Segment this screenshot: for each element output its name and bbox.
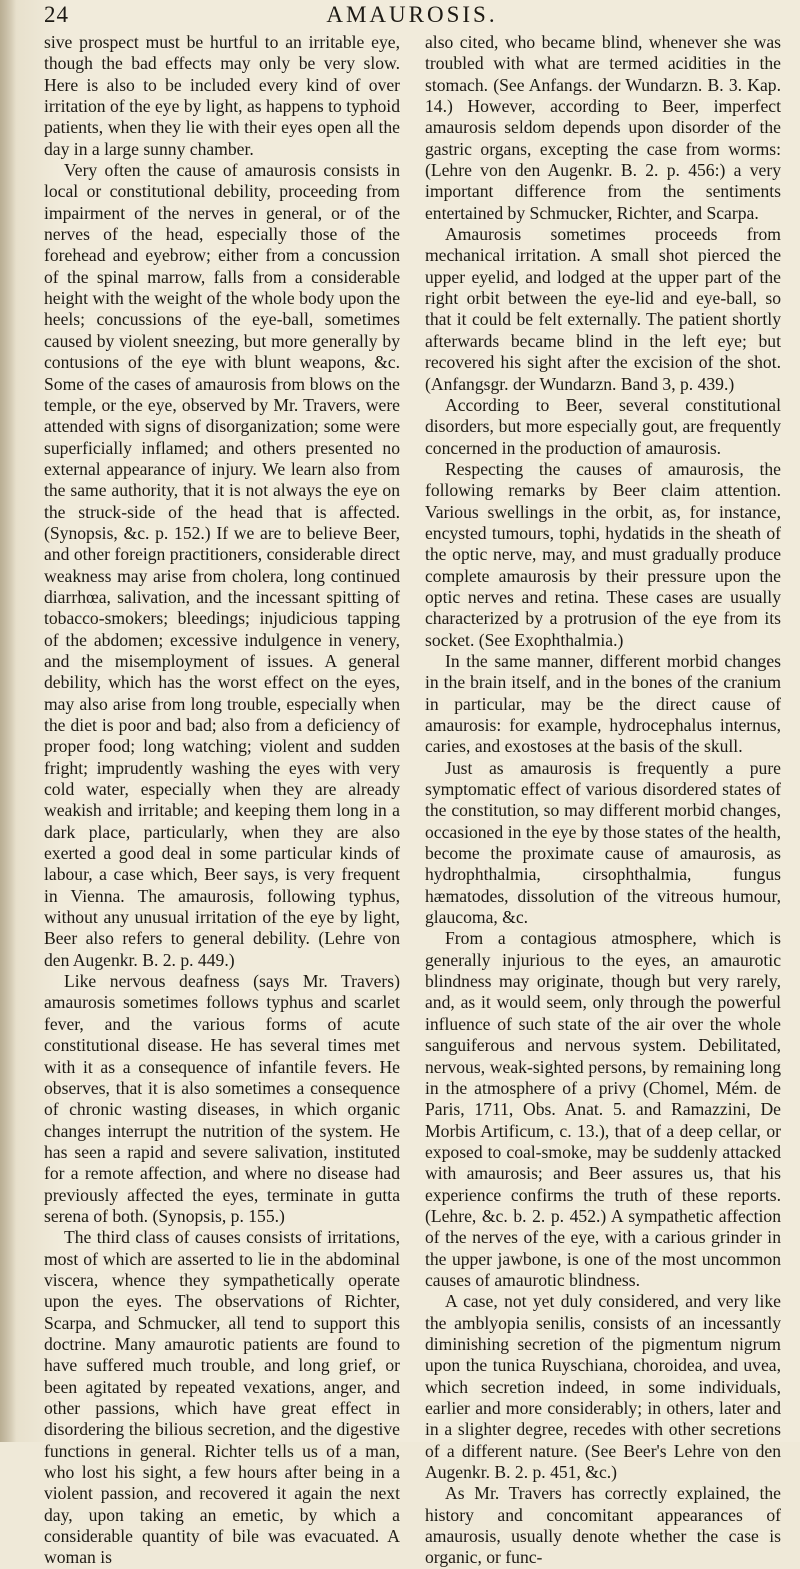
paragraph: Very often the cause of amaurosis consists in local or constitutional debility, proceeding from impairment of the nerves in general, or of the nerves of the head, especially those of the forehead and eyebrow; either from a concussion of the spinal marrow, falls from a considerable height with the weight of the whole body upon the heels; concussions of the eye-ball, sometimes caused by violent sneezing, but more generally by contusions of the eye with blunt weapons, &c. Some of the cases of amaurosis from blows on the temple, or the eye, observed by Mr. Travers, were attended with signs of disorganization; some were superficially inflamed; and others presented no external appearance of injury. We learn also from the same authority, that it is not always the eye on the struck-side of the head that is affected. (Synopsis, &c. p. 152.) If we are to believe Beer, and other foreign practitioners, considerable direct weakness may arise from cholera, long continued diarrhœa, salivation, and the incessant spitting of tobacco-smokers; bleedings; injudicious tapping of the abdomen; excessive indulgence in venery, and the misemployment of issues. A general debility, which has the worst effect on the eyes, may also arise from long trouble, especially when the diet is poor and bad; also from a deficiency of proper food; long watching; violent and sudden fright; imprudently washing the eyes with very cold water, especially when they are already weakish and irritable; and keeping them long in a dark place, particularly, when they are also exerted a good deal in some particular kinds of labour, a case which, Beer says, is very frequent in Vienna. The amaurosis, following typhus, without any unusual irritation of the eye by light, Beer also refers to general debility. (Lehre von den Augenkr. B. 2. p. 449.) — [44, 160, 400, 970]
paragraph: A case, not yet duly considered, and very like the amblyopia senilis, consists of an incessantly diminishing secretion of the pigmentum nigrum upon the tunica Ruyschiana, choroidea, and uvea, which secretion indeed, in some individuals, earlier and more considerably; in others, later and in a slighter degree, recedes with other secretions of a different nature. (See Beer's Lehre von den Augenkr. B. 2. p. 451, &c.) — [425, 1291, 781, 1483]
running-head: AMAUROSIS. — [326, 2, 498, 27]
paragraph: In the same manner, different morbid changes in the brain itself, and in the bones of the cranium in particular, may be the direct cause of amaurosis: for example, hydrocephalus internus, caries, and exostoses at the basis of the skull. — [425, 650, 781, 757]
right-column — [425, 32, 781, 1569]
paragraph: As Mr. Travers has correctly explained, the history and concomitant appearances of amaurosis, usually denote whether the case is organic, or func- — [425, 1483, 781, 1568]
paragraph: Just as amaurosis is frequently a pure symptomatic effect of various disordered states of the constitution, so may different morbid changes, occasioned in the eye by those states of the health, become the proximate cause of amaurosis, as hydrophthalmia, cirsophthalmia, fungus hæmatodes, dissolution of the vitreous humour, glaucoma, &c. — [425, 757, 781, 928]
paragraph: Like nervous deafness (says Mr. Travers) amaurosis sometimes follows typhus and scarlet fever, and the various forms of acute constitutional disease. He has several times met with it as a consequence of infantile fevers. He observes, that it is also sometimes a consequence of chronic wasting diseases, in which organic changes interrupt the nutrition of the system. He has seen a rapid and severe salivation, instituted for a remote affection, and where no disease had previously affected the eyes, terminate in gutta serena of both. (Synopsis, p. 155.) — [44, 971, 400, 1226]
paragraph: According to Beer, several constitutional disorders, but more especially gout, are frequently concerned in the production of amaurosis. — [425, 394, 781, 458]
paragraph: Amaurosis sometimes proceeds from mechanical irritation. A small shot pierced the upper eyelid, and lodged at the upper part of the right orbit between the eye-lid and eye-ball, so that it could be felt externally. The patient shortly afterwards became blind in the left eye; but recovered his sight after the excision of the shot. (Anfangsgr. der Wundarzn. Band 3, p. 439.) — [425, 224, 781, 394]
page-gutter-shadow — [0, 0, 16, 1442]
left-column — [44, 32, 400, 1569]
paragraph: sive prospect must be hurtful to an irritable eye, though the bad effects may only be very slow. Here is also to be included every kind of over irritation of the eye by light, as happens to typhoid patients, when they lie with their eyes open all the day in a large sunny chamber. — [44, 32, 400, 159]
paragraph: The third class of causes consists of irritations, most of which are asserted to lie in the abdominal viscera, whence they sympathetically operate upon the eyes. The observations of Richter, Scarpa, and Schmucker, all tend to support this doctrine. Many amaurotic patients are found to have suffered much trouble, and long grief, or been agitated by repeated vexations, anger, and other passions, which have great effect in disordering the bilious secretion, and the digestive functions in general. Richter tells us of a man, who lost his sight, a few hours after being in a violent passion, and recovered it again the next day, upon taking an emetic, by which a considerable quantity of bile was evacuated. A woman is — [44, 1227, 400, 1568]
page-number: 24 — [44, 2, 69, 27]
text-columns — [44, 32, 784, 1568]
paragraph: Respecting the causes of amaurosis, the following remarks by Beer claim attention. Various swellings in the orbit, as, for instance, encysted tumours, tophi, hydatids in the sheath of the optic nerve, may, and must gradually produce complete amaurosis by their pressure upon the optic nerves and retina. These cases are usually characterized by a protrusion of the eye from its socket. (See Exophthalmia.) — [425, 458, 781, 650]
paragraph: also cited, who became blind, whenever she was troubled with what are termed acidities in the stomach. (See Anfangs. der Wundarzn. B. 3. Kap. 14.) However, according to Beer, imperfect amaurosis seldom depends upon disorder of the gastric organs, excepting the case from worms: (Lehre von den Augenkr. B. 2. p. 456:) a very important difference from the sentiments entertained by Schmucker, Richter, and Scarpa. — [425, 32, 781, 223]
paragraph: From a contagious atmosphere, which is generally injurious to the eyes, an amaurotic blindness may originate, though but very rarely, and, as it would seem, only through the powerful influence of such state of the air over the whole sanguiferous and nervous system. Debilitated, nervous, weak-sighted persons, by remaining long in the atmosphere of a privy (Chomel, Mém. de Paris, 1711, Obs. Anat. 5. and Ramazzini, De Morbis Artificum, c. 13.), that of a deep cellar, or exposed to coal-smoke, may be suddenly attacked with amaurosis; and Beer assures us, that his experience confirms the truth of these reports. (Lehre, &c. b. 2. p. 452.) A sympathetic affection of the nerves of the eye, with a carious grinder in the upper jawbone, is one of the most uncommon causes of amaurotic blindness. — [425, 928, 781, 1290]
page-header — [44, 2, 780, 32]
